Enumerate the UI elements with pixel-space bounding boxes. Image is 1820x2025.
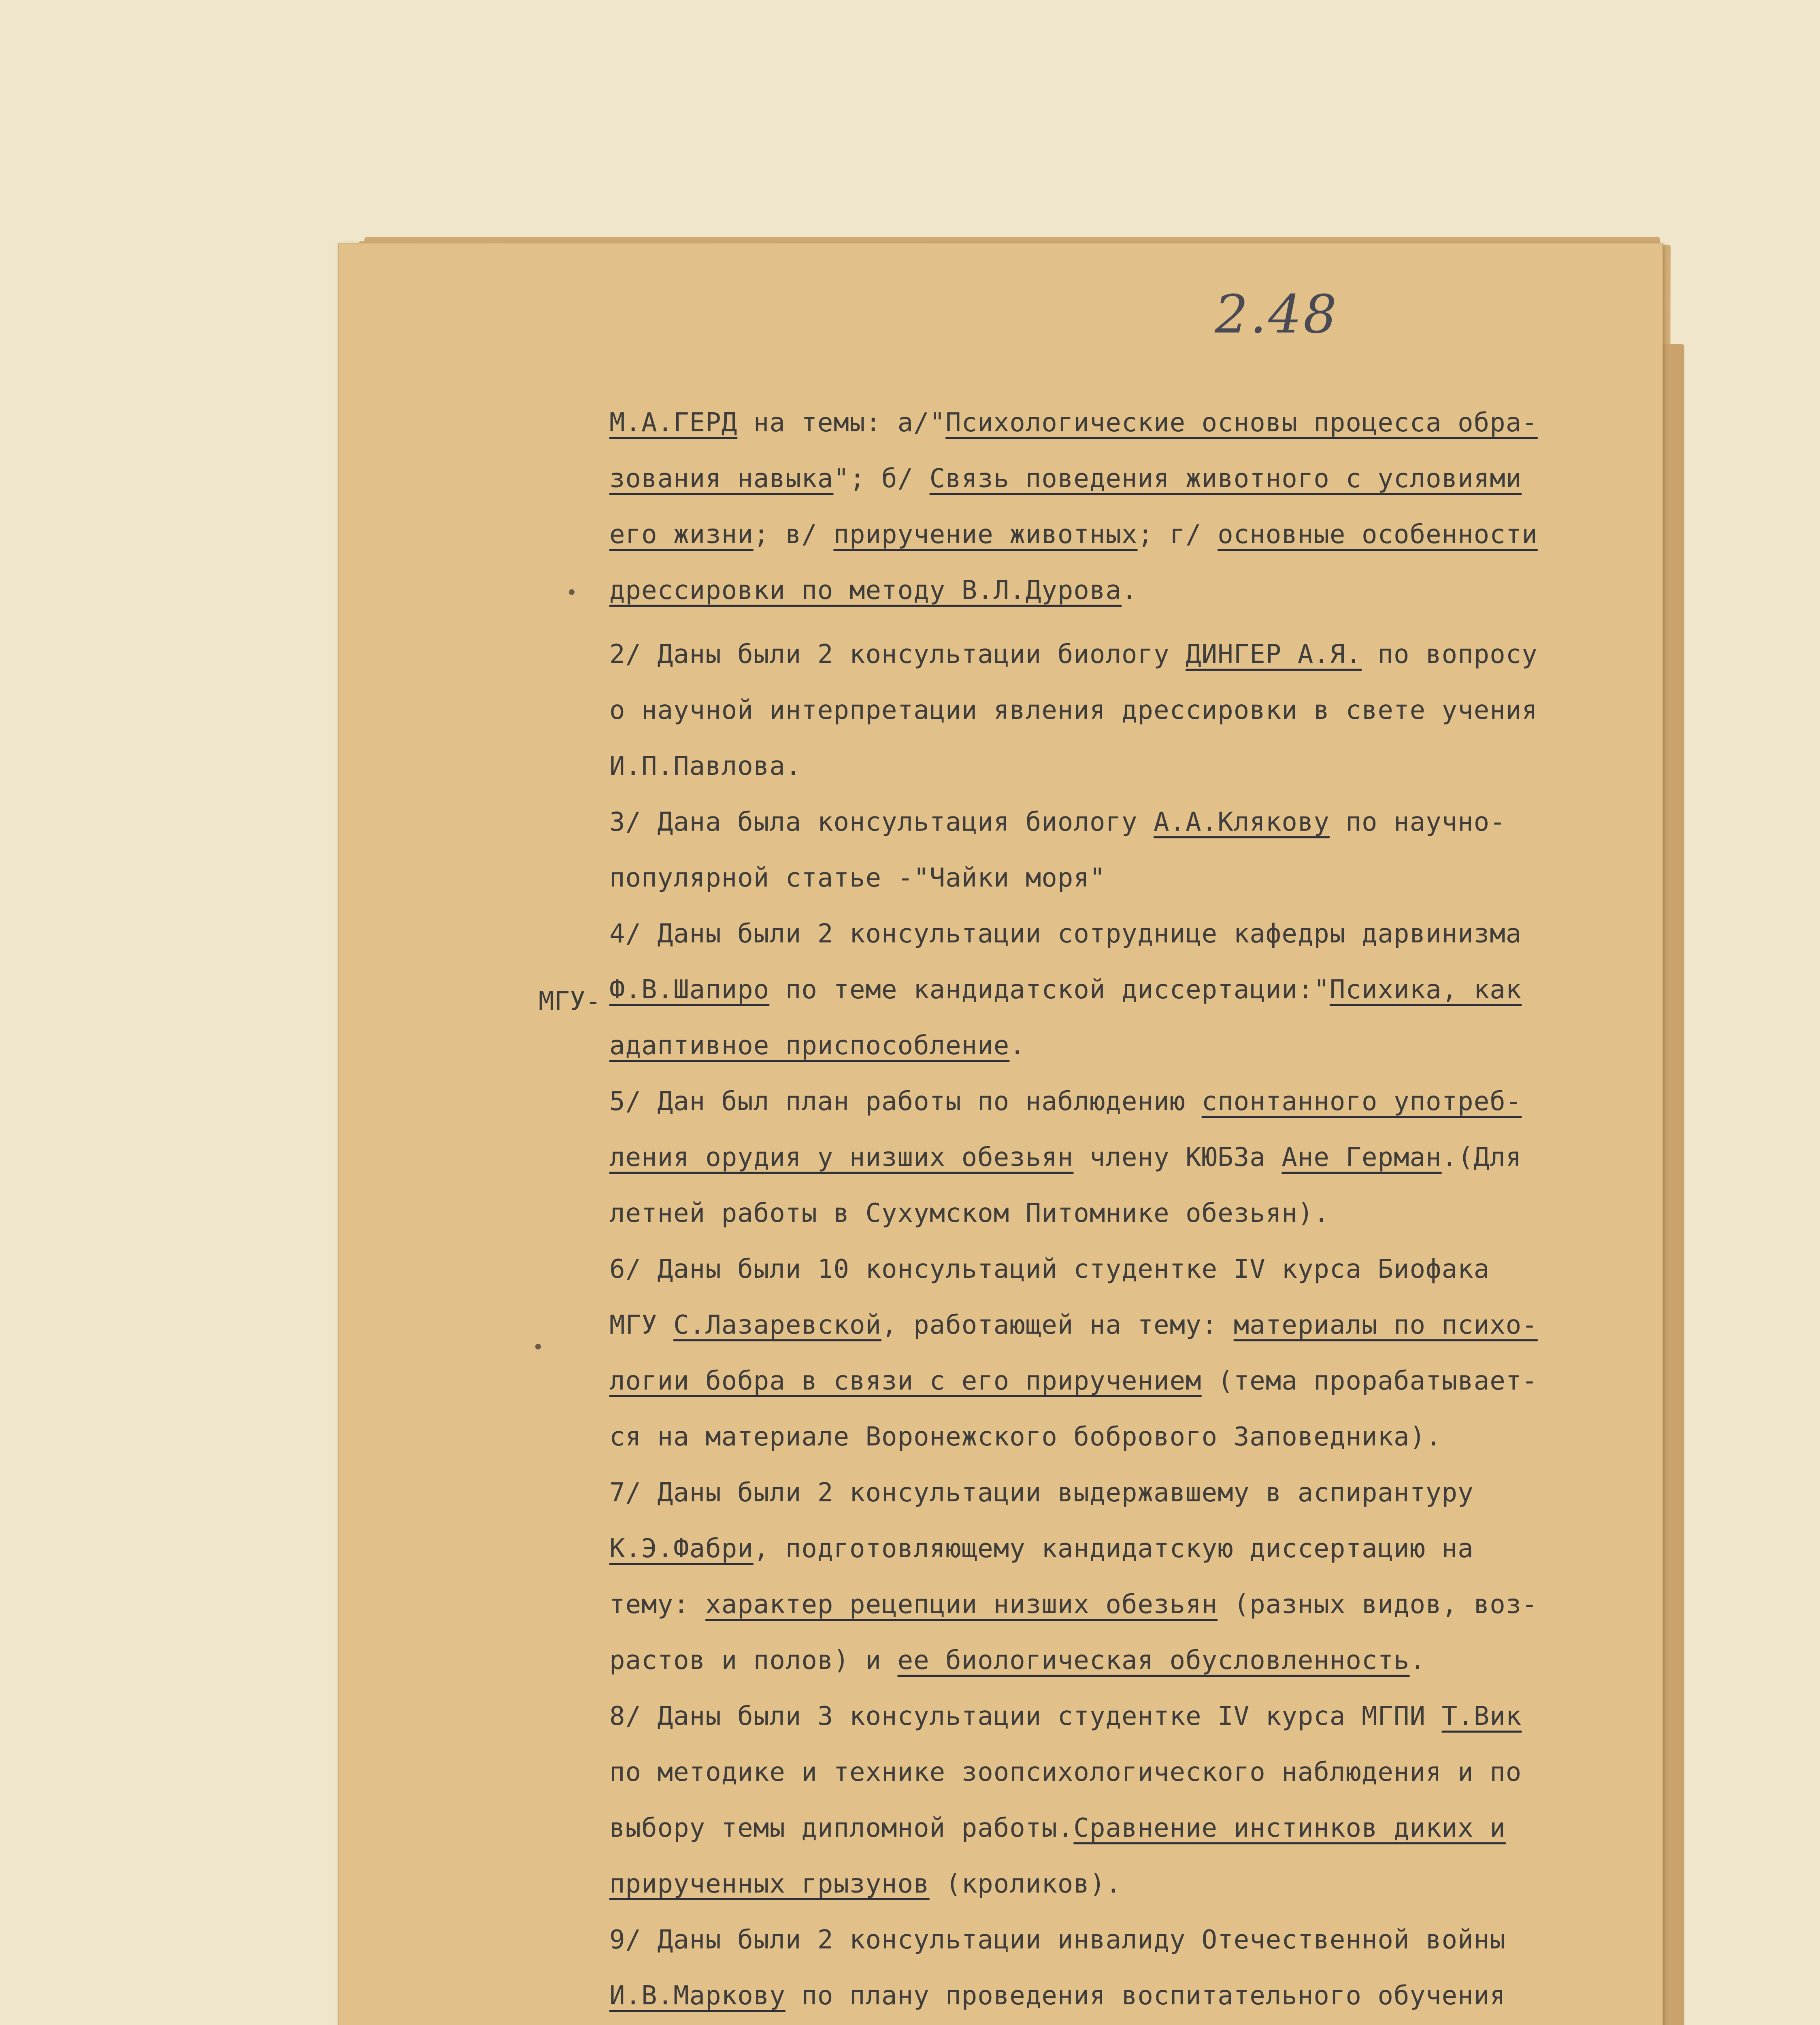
text-line: К.Э.Фабри, подготовляющему кандидатскую диссертацию на [609, 1534, 1474, 1564]
text-line: М.А.ГЕРД на темы: а/"Психологические основы процесса обра- [609, 408, 1538, 438]
text-line: логии бобра в связи с его приручением (тема прорабатывает- [609, 1366, 1538, 1396]
text-line: о научной интерпретации явления дрессировки в свете учения [609, 695, 1538, 725]
text-line: 2/ Даны были 2 консультации биологу ДИНГЕР А.Я. по вопросу [609, 639, 1538, 669]
page-number: 2.48 [1215, 284, 1339, 345]
margin-note: МГУ- [539, 987, 601, 1017]
text-line: тему: характер рецепции низших обезьян (разных видов, воз- [609, 1590, 1538, 1620]
text-line: 7/ Даны были 2 консультации выдержавшему в аспирантуру [609, 1478, 1474, 1508]
text-line: 4/ Даны были 2 консультации сотруднице кафедры дарвинизма [609, 919, 1522, 949]
text-line: летней работы в Сухумском Питомнике обезьян). [609, 1198, 1330, 1228]
text-line: прирученных грызунов (кроликов). [609, 1869, 1122, 1899]
text-line: растов и полов) и ее биологическая обусловленность. [609, 1646, 1426, 1675]
text-line: по методике и технике зоопсихологического наблюдения и по [609, 1757, 1522, 1787]
text-line: 5/ Дан был план работы по наблюдению спонтанного употреб- [609, 1087, 1522, 1117]
text-line: И.В.Маркову по плану проведения воспитательного обучения [609, 1981, 1506, 2011]
text-line: 6/ Даны были 10 консультаций студентке IV курса Биофака [609, 1254, 1490, 1284]
text-line: 8/ Даны были 3 консультации студентке IV курса МГПИ Т.Вик [609, 1701, 1522, 1731]
ink-dot [569, 589, 575, 595]
text-line: Ф.В.Шапиро по теме кандидатской диссертации:"Психика, как [609, 975, 1522, 1005]
text-line: 9/ Даны были 2 консультации инвалиду Отечественной войны [609, 1925, 1506, 1955]
text-line: 3/ Дана была консультация биологу А.А.Клякову по научно- [609, 807, 1506, 837]
text-line: И.П.Павлова. [609, 751, 802, 781]
text-line: его жизни; в/ приручение животных; г/ основные особенности [609, 520, 1538, 550]
text-line: МГУ С.Лазаревской, работающей на тему: материалы по психо- [609, 1310, 1538, 1340]
text-line: дрессировки по методу В.Л.Дурова. [609, 576, 1138, 605]
text-line: адаптивное приспособление. [609, 1031, 1026, 1061]
typed-text [609, 395, 1662, 2024]
text-line: популярной статье -"Чайки моря" [609, 863, 1106, 893]
text-line: выбору темы дипломной работы.Сравнение инстинков диких и [609, 1813, 1506, 1843]
ink-dot [535, 1344, 541, 1349]
text-line: зования навыка"; б/ Связь поведения животного с условиями [609, 464, 1522, 494]
text-line: ся на материале Воронежского бобрового Заповедника). [609, 1422, 1442, 1452]
text-line: ления орудия у низших обезьян члену КЮБЗа Ане Герман.(Для [609, 1143, 1522, 1172]
